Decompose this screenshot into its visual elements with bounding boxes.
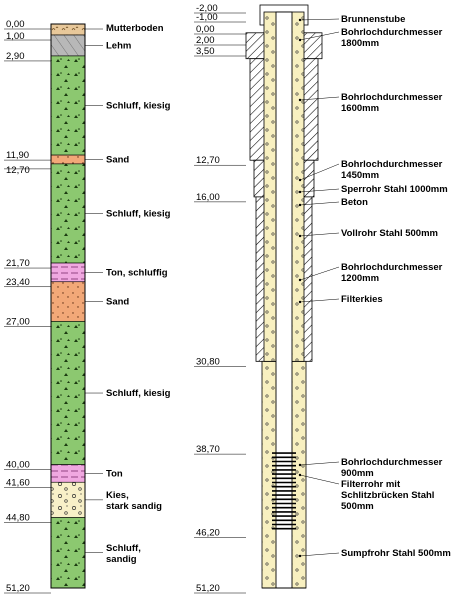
well-annotation bbox=[341, 197, 368, 208]
soil-depth-label: 51,20 bbox=[6, 583, 30, 594]
annotation-line: Bohrlochdurchmesser bbox=[341, 457, 443, 468]
soil-layer-gravel bbox=[51, 482, 85, 517]
soil-layer-label: Sand bbox=[106, 154, 130, 166]
well-annotation bbox=[341, 262, 443, 284]
soil-layer-label: Schluff, kiesig bbox=[106, 100, 171, 112]
well-depth-label: 30,80 bbox=[196, 356, 220, 368]
annotation-dot bbox=[299, 474, 301, 476]
soil-layer-silt bbox=[51, 164, 85, 263]
annotation-line: 1200mm bbox=[341, 273, 380, 284]
annotation-line: Schlitzbrücken Stahl bbox=[341, 490, 435, 501]
soil-depth-label: 40,00 bbox=[6, 459, 30, 471]
label-line: Schluff, bbox=[106, 542, 141, 554]
well-annotation bbox=[341, 159, 443, 181]
soil-layer-label: Ton bbox=[106, 468, 123, 480]
annotation-line: Beton bbox=[341, 197, 368, 208]
soil-layer-clay bbox=[51, 465, 85, 483]
soil-depth-label: 27,00 bbox=[6, 316, 30, 328]
soil-depth-label: 41,60 bbox=[6, 477, 30, 489]
annotation-line: Bohrlochdurchmesser bbox=[341, 27, 443, 38]
well-depth-label: -2,00 bbox=[196, 3, 218, 14]
annotation-line: Filterkies bbox=[341, 294, 383, 305]
soil-depth-label: 11,90 bbox=[6, 150, 30, 162]
label-line: Kies, bbox=[106, 489, 129, 501]
annotation-line: 500mm bbox=[341, 501, 374, 512]
soil-layer-topsoil bbox=[51, 24, 85, 35]
annotation-dot bbox=[299, 179, 301, 181]
annotation-line: Bohrlochdurchmesser bbox=[341, 262, 443, 273]
annotation-line: Filterrohr mit bbox=[341, 479, 401, 490]
inner-steel-pipe bbox=[276, 12, 292, 588]
annotation-line: Sumpfrohr Stahl 500mm bbox=[341, 548, 451, 559]
annotation-dot bbox=[299, 191, 301, 193]
well-annotation bbox=[341, 479, 434, 512]
well-annotations bbox=[299, 14, 451, 559]
well-depth-label: 16,00 bbox=[196, 191, 220, 203]
annotation-line: Vollrohr Stahl 500mm bbox=[341, 228, 438, 239]
label-line: sandig bbox=[106, 553, 137, 565]
soil-depth-label: 0,00 bbox=[6, 19, 25, 30]
well-annotation bbox=[341, 228, 438, 239]
annotation-dot bbox=[299, 301, 301, 303]
annotation-dot bbox=[299, 235, 301, 237]
annotation-dot bbox=[299, 39, 301, 41]
well-depth-label: 0,00 bbox=[196, 24, 215, 35]
soil-depth-label: 12,70 bbox=[6, 164, 30, 176]
soil-layer-label: Schluff, kiesig bbox=[106, 208, 171, 220]
soil-depth-label: 44,80 bbox=[6, 512, 30, 524]
well-depth-label: 12,70 bbox=[196, 155, 220, 167]
soil-layer-clay bbox=[51, 263, 85, 282]
soil-depth-label: 2,90 bbox=[6, 50, 25, 62]
well-annotation bbox=[341, 14, 405, 25]
well-depth-label: -1,00 bbox=[196, 12, 218, 23]
soil-layer-label: Lehm bbox=[106, 40, 132, 52]
annotation-dot bbox=[299, 204, 301, 206]
annotation-dot bbox=[299, 279, 301, 281]
well-annotation bbox=[341, 92, 443, 114]
soil-layer-label bbox=[106, 543, 141, 565]
well-depth-label: 2,00 bbox=[196, 35, 215, 46]
annotation-line: 900mm bbox=[341, 468, 374, 479]
well-depth-label: 38,70 bbox=[196, 444, 220, 456]
soil-layer-silt bbox=[51, 56, 85, 155]
well-depth-label: 3,50 bbox=[196, 46, 215, 57]
well-annotation bbox=[341, 27, 443, 49]
soil-depth-label: 21,70 bbox=[6, 258, 30, 270]
well-depth-label: 46,20 bbox=[196, 527, 220, 539]
soil-layer-label: Ton, schluffig bbox=[106, 267, 168, 279]
annotation-line: 1600mm bbox=[341, 103, 380, 114]
annotation-line: Sperrohr Stahl 1000mm bbox=[341, 184, 448, 195]
soil-layer-loam bbox=[51, 35, 85, 56]
soil-layer-silt bbox=[51, 321, 85, 464]
annotation-dot bbox=[299, 19, 301, 21]
label-line: stark sandig bbox=[106, 500, 162, 512]
annotation-line: Brunnenstube bbox=[341, 14, 406, 25]
annotation-line: Bohrlochdurchmesser bbox=[341, 159, 443, 170]
well-depth-label: 51,20 bbox=[196, 583, 220, 594]
well-body bbox=[246, 5, 322, 588]
soil-layer-label bbox=[106, 490, 162, 512]
annotation-line: Bohrlochdurchmesser bbox=[341, 92, 443, 103]
annotation-line: 1450mm bbox=[341, 170, 380, 181]
soil-layer-label: Sand bbox=[106, 296, 130, 308]
annotation-dot bbox=[299, 555, 301, 557]
well-annotation bbox=[341, 548, 451, 559]
soil-layer-label: Mutterboden bbox=[106, 23, 164, 34]
soil-column bbox=[51, 24, 85, 588]
soil-layer-sand bbox=[51, 282, 85, 322]
well-annotation bbox=[341, 457, 443, 479]
annotation-dot bbox=[299, 99, 301, 101]
soil-layer-label: Schluff, kiesig bbox=[106, 388, 171, 400]
soil-depth-label: 23,40 bbox=[6, 276, 30, 288]
soil-layer-labels bbox=[85, 23, 171, 565]
well-annotation bbox=[341, 294, 383, 305]
well-depth-labels bbox=[194, 3, 246, 594]
soil-layer-silt bbox=[51, 518, 85, 589]
annotation-dot bbox=[299, 464, 301, 466]
well-annotation bbox=[341, 184, 448, 195]
soil-layer-sand bbox=[51, 155, 85, 164]
annotation-line: 1800mm bbox=[341, 38, 380, 49]
soil-depth-labels bbox=[4, 19, 51, 594]
soil-depth-label: 1,00 bbox=[6, 31, 25, 43]
